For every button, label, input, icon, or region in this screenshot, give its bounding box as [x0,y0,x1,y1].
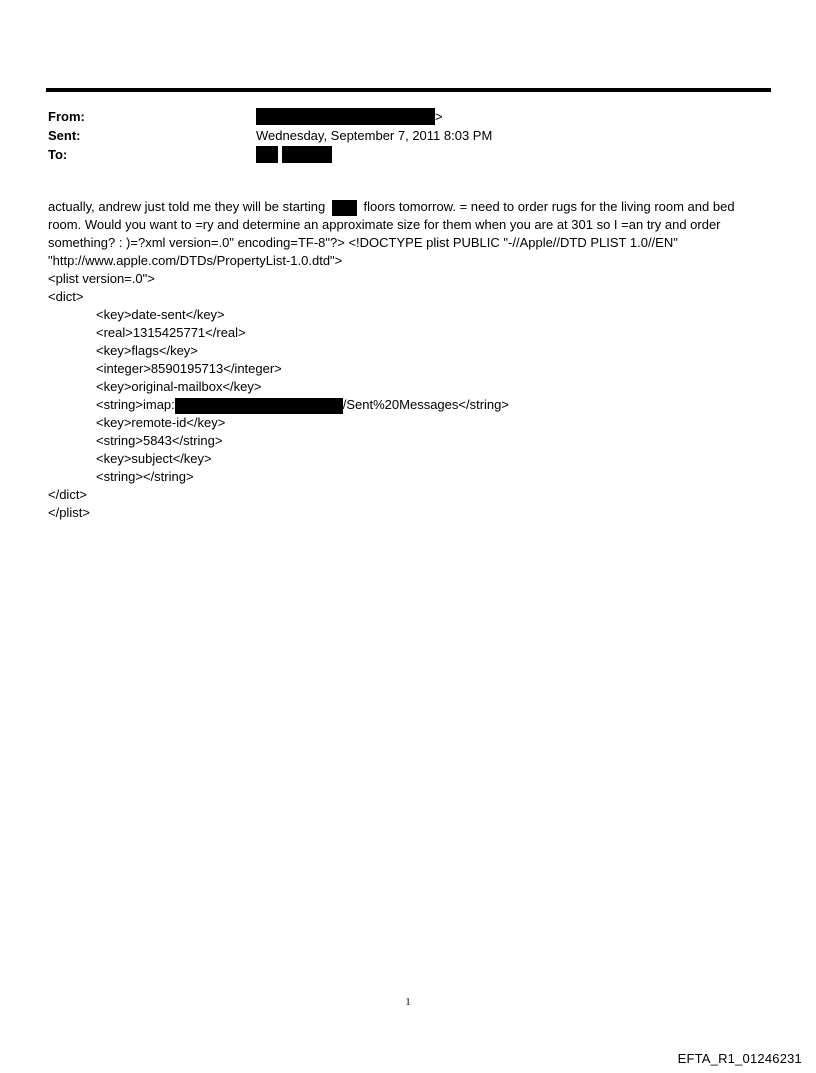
email-body [48,198,770,522]
plist-entry: <integer>8590195713</integer> [96,361,282,376]
plist-entry: <key>original-mailbox</key> [96,379,262,394]
sent-row [48,126,768,145]
plist-entry: <real>1315425771</real> [96,325,246,340]
to-label: To: [48,147,68,162]
imap-suffix: /Sent%20Messages</string> [342,397,509,412]
body-text-segment: floors tomorrow. = need to order rugs for the living room and bed [363,199,735,214]
bates-number: EFTA_R1_01246231 [677,1051,802,1066]
body-line: "http://www.apple.com/DTDs/PropertyList-1.0.dtd"> [48,253,343,268]
plist-entry: <string></string> [96,469,194,484]
email-header [48,107,768,164]
redaction-block [256,146,278,163]
redaction-block [256,108,435,125]
to-value [256,146,332,163]
redaction-block [175,398,343,414]
sent-value: Wednesday, September 7, 2011 8:03 PM [256,128,493,143]
from-suffix: > [435,109,443,124]
dict-open: <dict> [48,289,84,304]
from-row [48,107,768,126]
plist-entry: <key>subject</key> [96,451,212,466]
page-number: 1 [405,996,411,1008]
dict-close: </dict> [48,487,88,502]
plist-entry: <string>5843</string> [96,433,223,448]
redaction-block [282,146,332,163]
imap-prefix: <string>imap: [96,397,175,412]
plist-entry: <key>flags</key> [96,343,198,358]
from-label: From: [48,109,85,124]
from-value [256,108,443,125]
plist-entry: <key>date-sent</key> [96,307,225,322]
body-line: something? : )=?xml version=.0" encoding=TF-8"?> <!DOCTYPE plist PUBLIC "-//Apple//DTD PLIST 1.0//EN" [48,235,678,250]
plist-open: <plist version=.0"> [48,271,155,286]
body-line: room. Would you want to =ry and determine an approximate size for them when you are at 301 so I =an try and order [48,217,721,232]
body-text-segment: actually, andrew just told me they will be starting [48,199,326,214]
redaction-block [332,200,357,216]
plist-close: </plist> [48,505,90,520]
header-rule [46,88,771,92]
body-line [48,198,770,216]
to-row [48,145,768,164]
sent-label: Sent: [48,128,81,143]
plist-entry [48,396,770,414]
plist-entry: <key>remote-id</key> [96,415,226,430]
